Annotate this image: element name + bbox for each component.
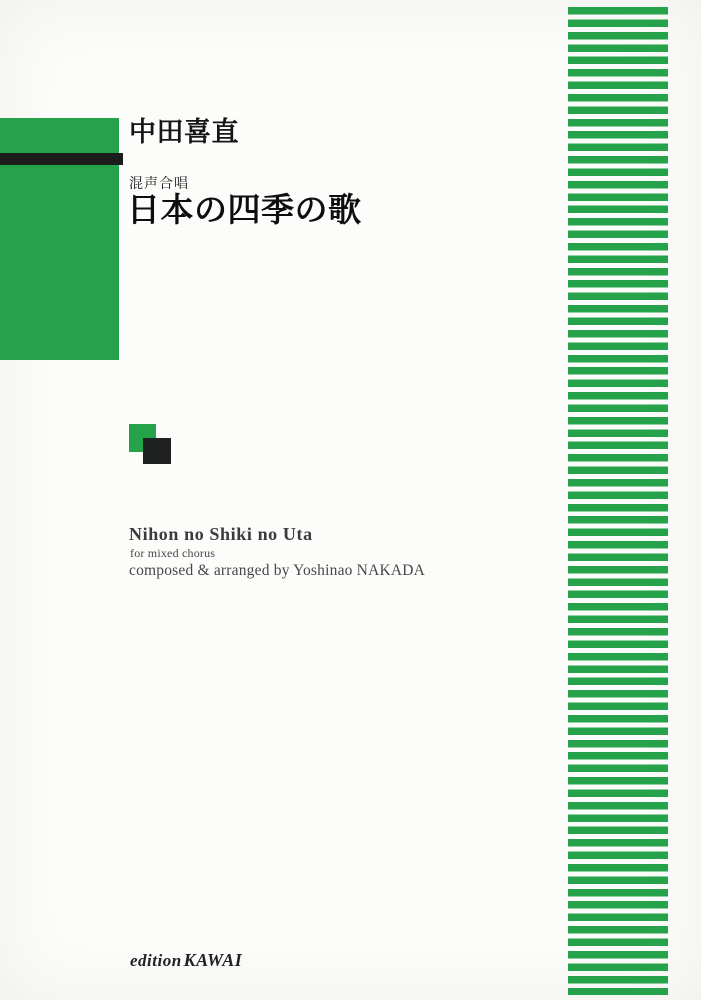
publisher-logo-edition-text: edition xyxy=(130,951,182,970)
ensemble-label-en: for mixed chorus xyxy=(130,546,216,560)
black-bar-decoration xyxy=(0,153,123,165)
title-romaji: Nihon no Shiki no Uta xyxy=(129,524,313,544)
stripe-column-decoration xyxy=(568,7,668,995)
main-title-ja: 日本の四季の歌 xyxy=(127,193,362,229)
publisher-logo xyxy=(130,950,242,971)
composer-name-ja: 中田喜直 xyxy=(129,117,239,147)
ensemble-label-ja: 混声合唱 xyxy=(129,175,189,191)
black-square-decoration xyxy=(143,438,171,464)
publisher-logo-kawai-text: KAWAI xyxy=(183,950,243,970)
composer-credit-line: composed & arranged by Yoshinao NAKADA xyxy=(129,562,426,579)
